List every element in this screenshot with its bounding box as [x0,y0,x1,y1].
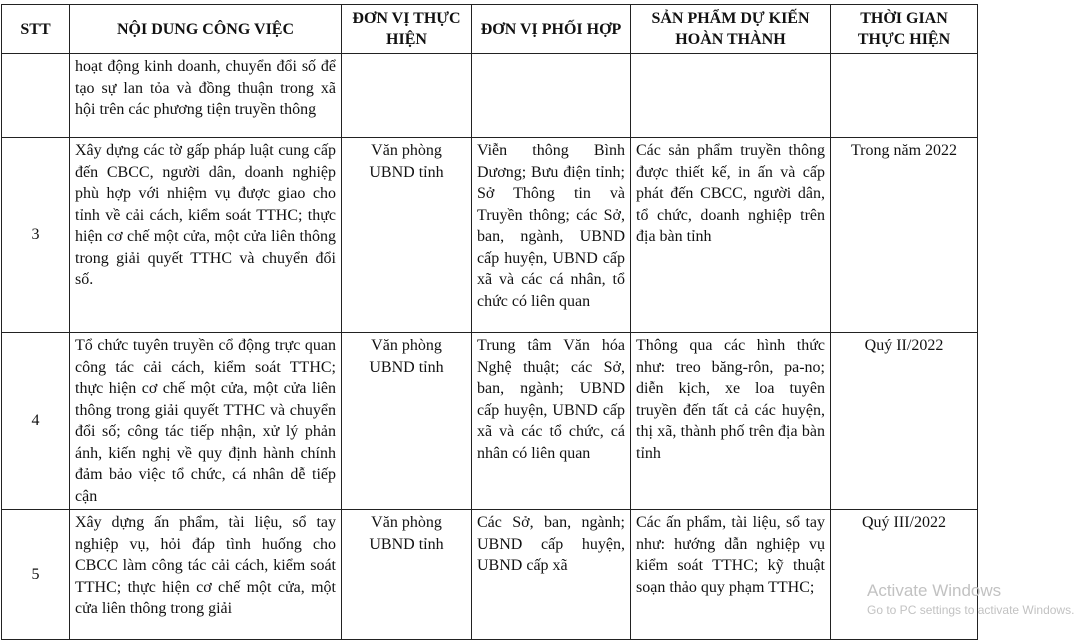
cell-san-pham: Thông qua các hình thức như: treo băng-rôn, pa-no; diễn kịch, xe loa tuyên truyền đến tất cả các huyện, thị xã, thành phố trên địa bàn tỉnh [631,333,831,510]
header-don-vi-phoi-hop: ĐƠN VỊ PHỐI HỢP [472,5,631,54]
header-stt: STT [2,5,70,54]
cell-thoi-gian: Trong năm 2022 [831,138,978,333]
task-table [1,4,1074,640]
cell-thoi-gian: Quý III/2022 [831,510,978,640]
cell-stt: 5 [2,510,70,640]
cell-don-vi-phoi-hop: Các Sở, ban, ngành; UBND cấp huyện, UBND cấp xã [472,510,631,640]
cell-stt: 4 [2,333,70,510]
header-noi-dung: NỘI DUNG CÔNG VIỆC [70,5,342,54]
cell-thoi-gian: Quý II/2022 [831,333,978,510]
cell-don-vi-thuc-hien: Văn phòng UBND tỉnh [342,333,472,510]
header-san-pham: SẢN PHẨM DỰ KIẾN HOÀN THÀNH [631,5,831,54]
watermark-subtitle: Go to PC settings to activate Windows. [867,603,1074,617]
cell-don-vi-phoi-hop [472,54,631,138]
cell-noi-dung: Xây dựng các tờ gấp pháp luật cung cấp đến CBCC, người dân, doanh nghiệp phù hợp với nhiệm vụ được giao cho tỉnh về cải cách, kiểm soát TTHC; thực hiện cơ chế một cửa, một cửa liên thông trong giải quyết TTHC và chuyển đổi số. [70,138,342,333]
watermark-title: Activate Windows [867,581,1002,600]
cell-stt [2,54,70,138]
cell-don-vi-phoi-hop: Trung tâm Văn hóa Nghệ thuật; các Sở, ban, ngành; UBND cấp huyện, UBND cấp xã và các tổ chức, cá nhân có liên quan [472,333,631,510]
windows-activation-watermark [867,580,1074,618]
cell-san-pham: Các sản phẩm truyền thông được thiết kế, in ấn và cấp phát đến CBCC, người dân, tổ chức, doanh nghiệp trên địa bàn tỉnh [631,138,831,333]
cell-thoi-gian [831,54,978,138]
table-row [2,138,978,333]
cell-don-vi-thuc-hien: Văn phòng UBND tỉnh [342,510,472,640]
table-row [2,510,978,640]
cell-don-vi-phoi-hop: Viễn thông Bình Dương; Bưu điện tỉnh; Sở Thông tin và Truyền thông; các Sở, ban, ngành, UBND cấp huyện, UBND cấp xã và các cá nhân, tổ chức có liên quan [472,138,631,333]
header-don-vi-thuc-hien: ĐƠN VỊ THỰC HIỆN [342,5,472,54]
table-row [2,54,978,138]
cell-san-pham: Các ấn phẩm, tài liệu, sổ tay như: hướng dẫn nghiệp vụ kiểm soát TTHC; kỹ thuật soạn thảo quy phạm TTHC; [631,510,831,640]
cell-san-pham [631,54,831,138]
cell-noi-dung: Xây dựng ấn phẩm, tài liệu, sổ tay nghiệp vụ, hỏi đáp tình huống cho CBCC làm công tác cải cách, kiểm soát TTHC; thực hiện cơ chế một cửa, một cửa liên thông trong giải [70,510,342,640]
cell-noi-dung: hoạt động kinh doanh, chuyển đổi số để tạo sự lan tỏa và đồng thuận trong xã hội trên các phương tiện truyền thông [70,54,342,138]
table-row [2,333,978,510]
cell-noi-dung: Tổ chức tuyên truyền cổ động trực quan công tác cải cách, kiểm soát TTHC; thực hiện cơ chế một cửa, một cửa liên thông trong giải quyết TTHC và chuyển đổi số; công tác tiếp nhận, xử lý phản ánh, kiến nghị về quy định hành chính đảm bảo việc tổ chức, cá nhân dễ tiếp cận [70,333,342,510]
cell-don-vi-thuc-hien: Văn phòng UBND tỉnh [342,138,472,333]
cell-don-vi-thuc-hien [342,54,472,138]
cell-stt: 3 [2,138,70,333]
header-row [2,5,978,54]
header-thoi-gian: THỜI GIAN THỰC HIỆN [831,5,978,54]
